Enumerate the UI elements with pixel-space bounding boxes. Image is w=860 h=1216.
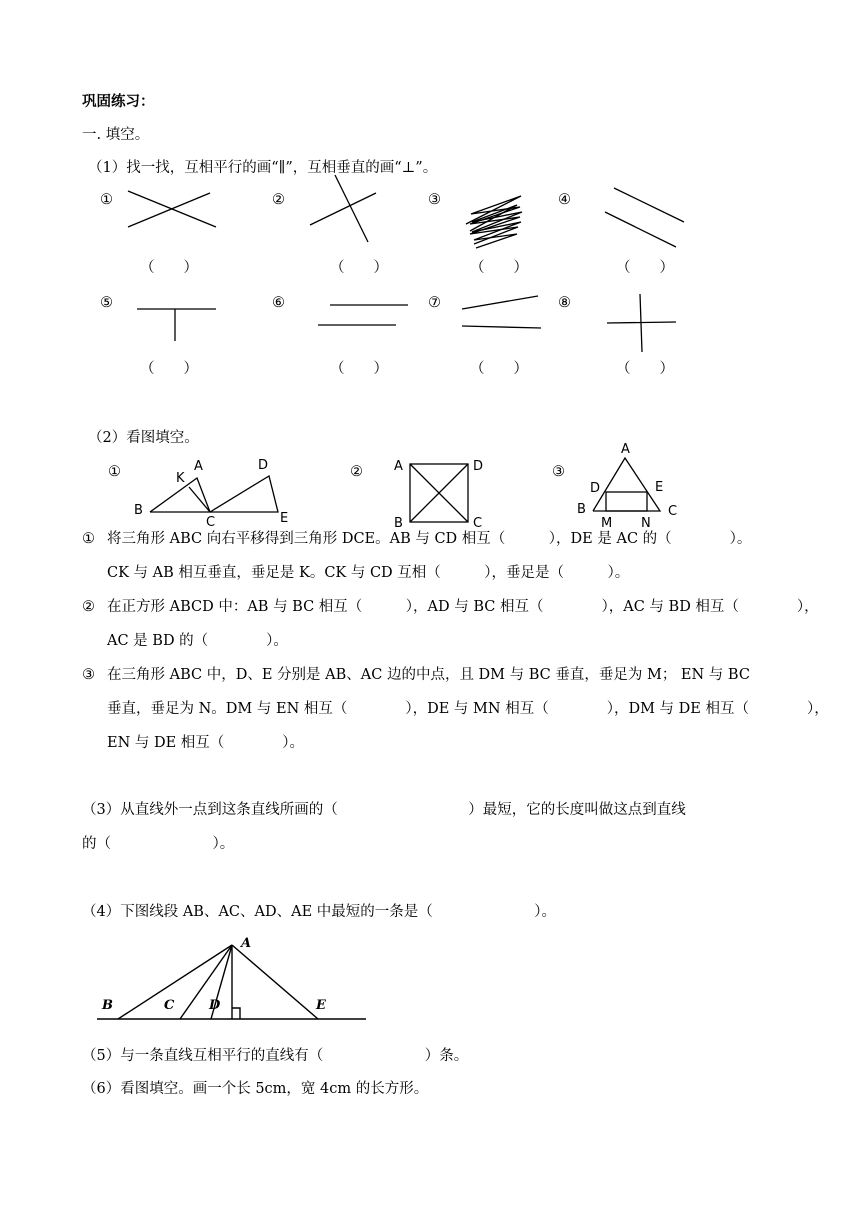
- q1-figure-3: [466, 196, 522, 248]
- q4-label-a: A: [241, 936, 252, 951]
- q1-num-2: ②: [272, 192, 285, 208]
- q2-item-1-line1: 将三角形 ABC 向右平移得到三角形 DCE。AB 与 CD 相互（ ），DE 是 AC 的（ ）。: [107, 531, 752, 547]
- q4-label-c: C: [164, 998, 175, 1013]
- fig1-label-k: K: [176, 471, 185, 486]
- q1-prompt: （1）找一找，互相平行的画“∥”，互相垂直的画“⊥”。: [88, 160, 438, 176]
- q2-item-3-num: ③: [82, 667, 95, 683]
- q1-figure-2: [310, 175, 376, 242]
- q1-num-5: ⑤: [100, 295, 113, 311]
- q6-text: （6）看图填空。画一个长 5cm，宽 4cm 的长方形。: [82, 1081, 429, 1097]
- q4-label-d: D: [209, 998, 221, 1013]
- q2-item-1-num: ①: [82, 531, 95, 547]
- fig3-label-c: C: [668, 504, 678, 519]
- q1-answer-blank-2[interactable]: （ ）: [330, 260, 388, 276]
- q2-item-3-line2: 垂直，垂足为 N。DM 与 EN 相互（ ），DE 与 MN 相互（ ），DM 与 DE 相互（ ），: [107, 701, 829, 717]
- q2-item-2-num: ②: [82, 599, 95, 615]
- q1-num-3: ③: [428, 192, 441, 208]
- fig1-label-e: E: [280, 511, 289, 526]
- q4-prompt: （4）下图线段 AB、AC、AD、AE 中最短的一条是（ ）。: [82, 904, 557, 920]
- q4-label-e: E: [316, 998, 326, 1013]
- q1-num-6: ⑥: [272, 295, 285, 311]
- q2-item-2-line1: 在正方形 ABCD 中：AB 与 BC 相互（ ），AD 与 BC 相互（ ），AC 与 BD 相互（ ），: [107, 599, 819, 615]
- page-title: 巩固练习：: [82, 93, 155, 110]
- fig3-label-b: B: [577, 502, 586, 517]
- fig1-label-d: D: [258, 458, 269, 473]
- q2-figure-num-2: ②: [350, 464, 363, 480]
- q1-answer-blank-3[interactable]: （ ）: [470, 260, 528, 276]
- q1-answer-blank-4[interactable]: （ ）: [616, 260, 674, 276]
- fig2-label-b: B: [394, 516, 403, 531]
- q1-num-7: ⑦: [428, 295, 441, 311]
- q2-item-3-line1: 在三角形 ABC 中，D、E 分别是 AB、AC 边的中点，且 DM 与 BC 垂直，垂足为 M； EN 与 BC: [107, 667, 750, 683]
- section-heading: 一. 填空。: [82, 127, 150, 143]
- q4-label-b: B: [102, 998, 113, 1013]
- q1-answer-blank-1[interactable]: （ ）: [140, 260, 198, 276]
- q2-figure-1-triangles: [150, 476, 278, 512]
- q2-figure-num-1: ①: [108, 464, 121, 480]
- q1-answer-blank-5[interactable]: （ ）: [140, 361, 198, 377]
- fig1-label-c: C: [206, 515, 216, 530]
- q1-answer-blank-7[interactable]: （ ）: [470, 361, 528, 377]
- q2-item-2-line2: AC 是 BD 的（ ）。: [107, 633, 288, 649]
- q1-answer-blank-6[interactable]: （ ）: [330, 361, 388, 377]
- q1-num-4: ④: [558, 192, 571, 208]
- q5-text: （5）与一条直线互相平行的直线有（ ）条。: [82, 1048, 469, 1064]
- q3-line1: （3）从直线外一点到这条直线所画的（ ）最短，它的长度叫做这点到直线: [82, 802, 686, 818]
- q2-figure-3-triangle: [593, 458, 660, 511]
- fig2-label-d: D: [473, 459, 484, 474]
- fig3-label-e: E: [655, 480, 664, 495]
- q1-figure-4: [605, 188, 684, 247]
- q2-figure-num-3: ③: [552, 464, 565, 480]
- q2-item-1-line2: CK 与 AB 相互垂直，垂足是 K。CK 与 CD 互相（ ），垂足是（ ）。: [107, 565, 630, 581]
- q1-num-1: ①: [100, 192, 113, 208]
- fig2-label-a: A: [394, 459, 403, 474]
- fig1-label-a: A: [194, 459, 203, 474]
- q2-item-3-line3: EN 与 DE 相互（ ）。: [107, 735, 305, 751]
- q1-figure-1: [128, 191, 216, 227]
- q2-prompt: （2）看图填空。: [88, 430, 199, 446]
- fig3-label-d: D: [590, 481, 601, 496]
- q1-figure-6: [318, 305, 408, 325]
- fig3-label-a: A: [621, 442, 630, 457]
- q1-figure-7: [462, 296, 541, 328]
- fig3-label-m: M: [601, 516, 613, 531]
- q2-figure-2-square: [410, 464, 468, 522]
- fig3-label-n: N: [641, 516, 651, 531]
- fig2-label-c: C: [473, 516, 483, 531]
- q3-line2: 的（ ）。: [82, 836, 235, 852]
- q1-figure-8: [607, 294, 676, 352]
- q1-num-8: ⑧: [558, 295, 571, 311]
- fig1-label-b: B: [134, 503, 143, 518]
- q1-answer-blank-8[interactable]: （ ）: [616, 361, 674, 377]
- q1-figure-5: [137, 309, 216, 341]
